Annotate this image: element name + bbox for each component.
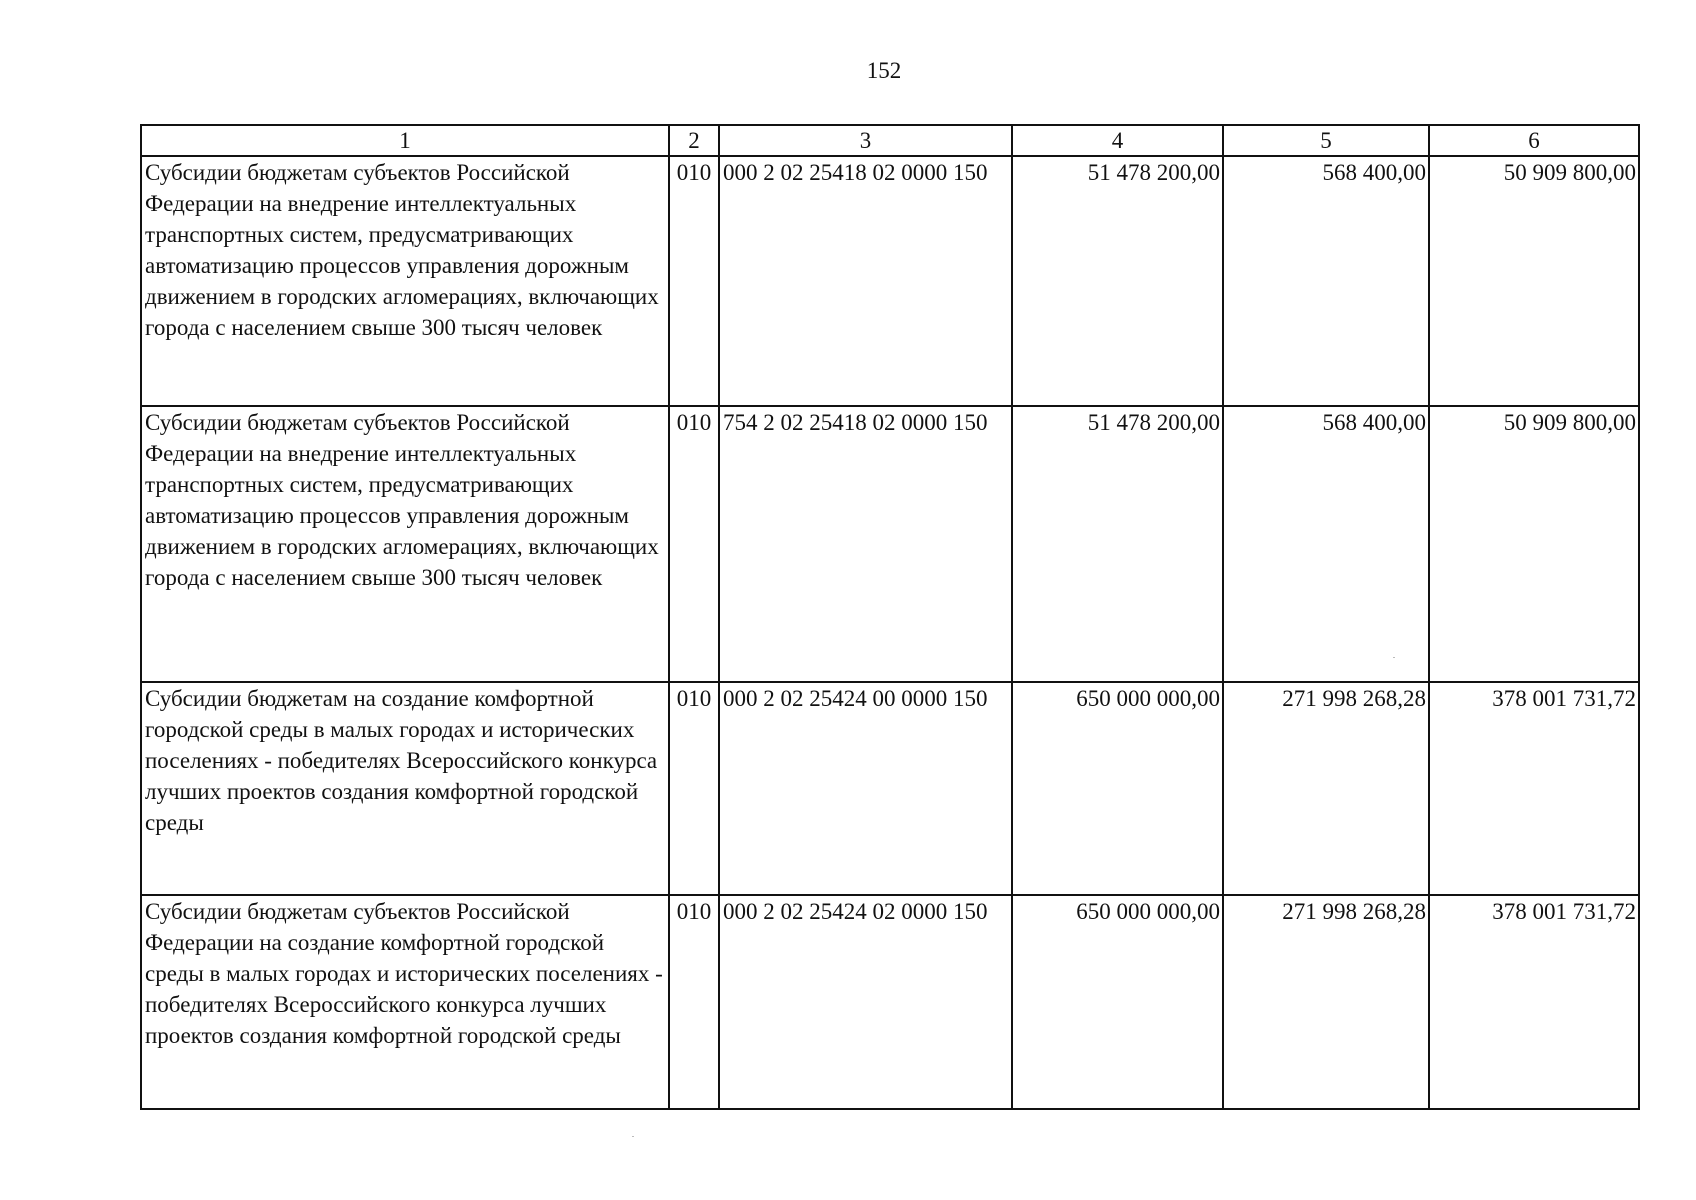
column-header-2: 2	[669, 125, 719, 156]
row-executed-amount: 271 998 268,28	[1223, 895, 1429, 1109]
row-executed-amount: 568 400,00	[1223, 406, 1429, 682]
scan-artifact	[632, 1136, 634, 1137]
row-approved-amount: 650 000 000,00	[1012, 682, 1223, 895]
row-executed-amount: 271 998 268,28	[1223, 682, 1429, 895]
table-header-row	[141, 125, 1639, 156]
row-description: Субсидии бюджетам субъектов Российской Федерации на создание комфортной городской среды в малых городах и исторических поселениях - победителях Всероссийского конкурса лучших проектов создания комфортной городской среды	[141, 895, 669, 1109]
scan-artifact	[1393, 657, 1395, 658]
row-description: Субсидии бюджетам на создание комфортной городской среды в малых городах и исторических поселениях - победителях Всероссийского конкурса лучших проектов создания комфортной городской среды	[141, 682, 669, 895]
column-header-1: 1	[141, 125, 669, 156]
row-executed-amount: 568 400,00	[1223, 156, 1429, 406]
row-unexecuted-amount: 378 001 731,72	[1429, 682, 1639, 895]
budget-execution-table	[140, 124, 1640, 1110]
table-row	[141, 156, 1639, 406]
row-line-code: 010	[669, 895, 719, 1109]
row-unexecuted-amount: 50 909 800,00	[1429, 406, 1639, 682]
column-header-4: 4	[1012, 125, 1223, 156]
table-row	[141, 406, 1639, 682]
row-description: Субсидии бюджетам субъектов Российской Федерации на внедрение интеллектуальных транспортных систем, предусматривающих автоматизацию процессов управления дорожным движением в городских агломерациях, включающих города с населением свыше 300 тысяч человек	[141, 406, 669, 682]
row-approved-amount: 51 478 200,00	[1012, 156, 1223, 406]
table-row	[141, 895, 1639, 1109]
row-unexecuted-amount: 50 909 800,00	[1429, 156, 1639, 406]
table-row	[141, 682, 1639, 895]
column-header-3: 3	[719, 125, 1012, 156]
row-budget-code: 000 2 02 25424 02 0000 150	[719, 895, 1012, 1109]
row-approved-amount: 650 000 000,00	[1012, 895, 1223, 1109]
page-number: 152	[866, 58, 902, 83]
row-unexecuted-amount: 378 001 731,72	[1429, 895, 1639, 1109]
row-approved-amount: 51 478 200,00	[1012, 406, 1223, 682]
row-line-code: 010	[669, 406, 719, 682]
row-budget-code: 754 2 02 25418 02 0000 150	[719, 406, 1012, 682]
column-header-6: 6	[1429, 125, 1639, 156]
column-header-5: 5	[1223, 125, 1429, 156]
row-line-code: 010	[669, 682, 719, 895]
row-budget-code: 000 2 02 25424 00 0000 150	[719, 682, 1012, 895]
row-budget-code: 000 2 02 25418 02 0000 150	[719, 156, 1012, 406]
row-description: Субсидии бюджетам субъектов Российской Федерации на внедрение интеллектуальных транспортных систем, предусматривающих автоматизацию процессов управления дорожным движением в городских агломерациях, включающих города с населением свыше 300 тысяч человек	[141, 156, 669, 406]
row-line-code: 010	[669, 156, 719, 406]
